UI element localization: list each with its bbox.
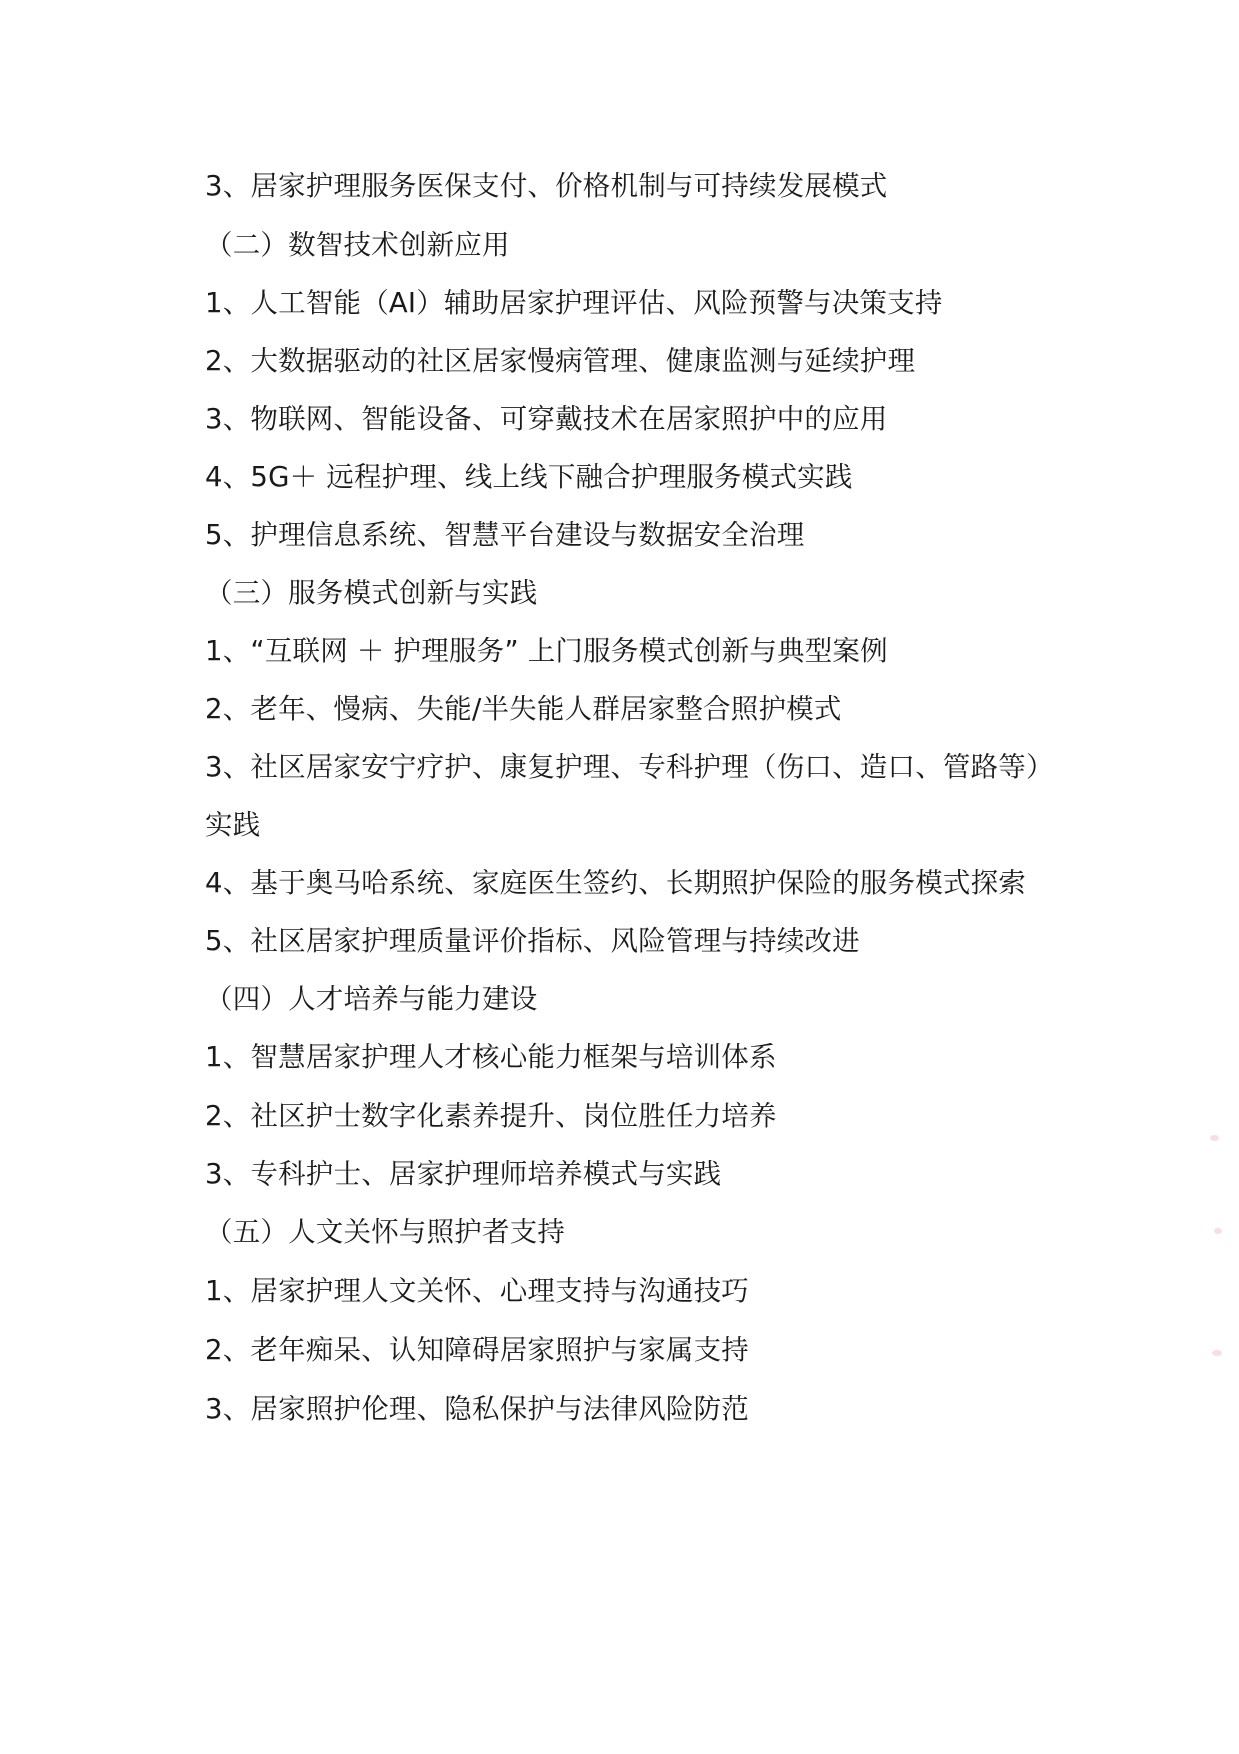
list-item: 3、社区居家安宁疗护、康复护理、专科护理（伤口、造口、管路等） bbox=[205, 751, 1054, 783]
list-item: 4、基于奥马哈系统、家庭医生签约、长期照护保险的服务模式探索 bbox=[205, 867, 1026, 899]
list-item: 3、专科护士、居家护理师培养模式与实践 bbox=[205, 1158, 722, 1190]
scan-smudge bbox=[1212, 1350, 1222, 1356]
section-heading: （二）数智技术创新应用 bbox=[205, 229, 510, 261]
list-item: 2、社区护士数字化素养提升、岗位胜任力培养 bbox=[205, 1100, 777, 1132]
list-item: 3、物联网、智能设备、可穿戴技术在居家照护中的应用 bbox=[205, 403, 888, 435]
list-item-continuation: 实践 bbox=[205, 809, 261, 841]
list-item: 2、大数据驱动的社区居家慢病管理、健康监测与延续护理 bbox=[205, 345, 916, 377]
list-item: 1、智慧居家护理人才核心能力框架与培训体系 bbox=[205, 1041, 777, 1073]
section-heading: （三）服务模式创新与实践 bbox=[205, 577, 538, 609]
list-item: 1、人工智能（AI）辅助居家护理评估、风险预警与决策支持 bbox=[205, 287, 943, 319]
list-item: 1、“互联网 ＋ 护理服务” 上门服务模式创新与典型案例 bbox=[205, 635, 888, 667]
list-item: 2、老年痴呆、认知障碍居家照护与家属支持 bbox=[205, 1334, 749, 1366]
list-item: 5、护理信息系统、智慧平台建设与数据安全治理 bbox=[205, 519, 805, 551]
list-item: 5、社区居家护理质量评价指标、风险管理与持续改进 bbox=[205, 925, 860, 957]
list-item: 3、居家照护伦理、隐私保护与法律风险防范 bbox=[205, 1393, 749, 1425]
list-item: 2、老年、慢病、失能/半失能人群居家整合照护模式 bbox=[205, 693, 842, 725]
list-item: 4、5G＋ 远程护理、线上线下融合护理服务模式实践 bbox=[205, 461, 853, 493]
section-heading: （五）人文关怀与照护者支持 bbox=[205, 1216, 566, 1248]
scan-smudge bbox=[1214, 1228, 1222, 1234]
list-item: 3、居家护理服务医保支付、价格机制与可持续发展模式 bbox=[205, 170, 888, 202]
section-heading: （四）人才培养与能力建设 bbox=[205, 983, 538, 1015]
scan-smudge bbox=[1210, 1135, 1219, 1141]
list-item: 1、居家护理人文关怀、心理支持与沟通技巧 bbox=[205, 1275, 749, 1307]
